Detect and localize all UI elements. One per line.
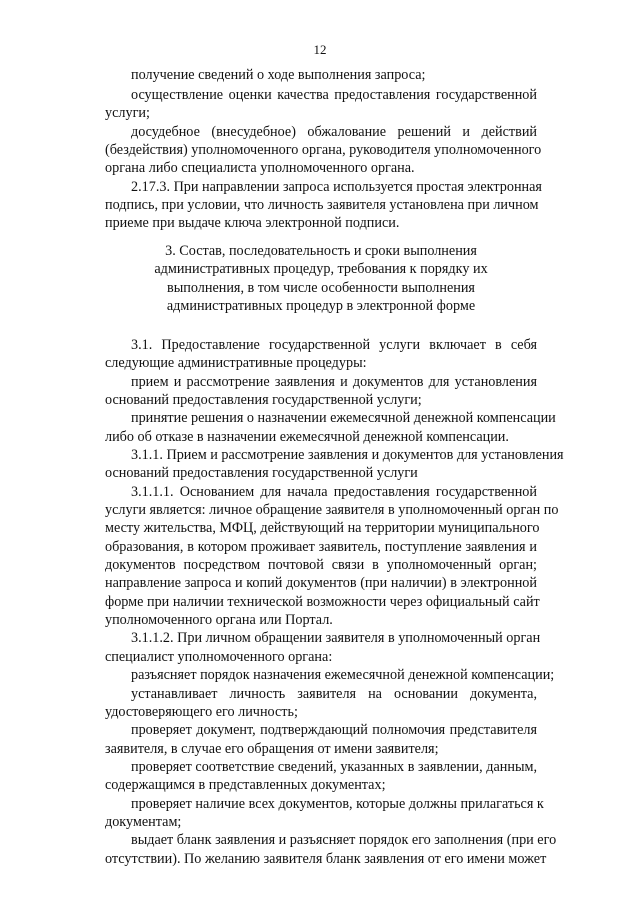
- section-heading-line: выполнения, в том числе особенности выполнения: [167, 280, 475, 296]
- text-line: услуги;: [105, 105, 150, 121]
- text-line: досудебное (внесудебное) обжалование решений и действий: [131, 124, 537, 140]
- text-line: удостоверяющего его личность;: [105, 704, 298, 720]
- text-line: образования, в котором проживает заявитель, поступление заявления и: [105, 539, 537, 555]
- text-line: следующие административные процедуры:: [105, 355, 367, 371]
- text-line: 3.1.1. Прием и рассмотрение заявления и документов для установления: [131, 447, 564, 463]
- text-line: месту жительства, МФЦ, действующий на территории муниципального: [105, 520, 540, 536]
- text-line: уполномоченного органа или Портал.: [105, 612, 333, 628]
- text-line: специалист уполномоченного органа:: [105, 649, 333, 665]
- text-line: приеме при выдаче ключа электронной подписи.: [105, 215, 400, 231]
- text-line: получение сведений о ходе выполнения запроса;: [131, 67, 426, 83]
- page-number: 12: [313, 42, 327, 57]
- text-line: услуги является: личное обращение заявителя в уполномоченный орган по: [105, 502, 559, 518]
- text-line: 3.1.1.2. При личном обращении заявителя в уполномоченный орган: [131, 630, 541, 646]
- text-line: осуществление оценки качества предоставления государственной: [131, 87, 537, 103]
- text-line: выдает бланк заявления и разъясняет порядок его заполнения (при его: [131, 832, 557, 848]
- text-line: 2.17.3. При направлении запроса используется простая электронная: [131, 179, 542, 195]
- text-line: оснований предоставления государственной услуги;: [105, 392, 422, 408]
- text-line: прием и рассмотрение заявления и документов для установления: [131, 374, 537, 390]
- text-line: 3.1. Предоставление государственной услуги включает в себя: [131, 337, 537, 353]
- text-line: (бездействия) уполномоченного органа, руководителя уполномоченного: [105, 142, 542, 158]
- text-line: документам;: [105, 814, 182, 830]
- text-line: подпись, при условии, что личность заявителя установлена при личном: [105, 197, 539, 213]
- text-line: устанавливает личность заявителя на основании документа,: [131, 686, 537, 702]
- section-heading-line: административных процедур, требования к порядку их: [154, 261, 488, 277]
- section-heading-line: 3. Состав, последовательность и сроки выполнения: [165, 243, 477, 259]
- text-line: документов посредством почтовой связи в уполномоченный орган;: [105, 557, 537, 573]
- text-line: форме при наличии технической возможности через официальный сайт: [105, 594, 540, 610]
- text-line: проверяет наличие всех документов, которые должны прилагаться к: [131, 796, 544, 812]
- text-line: проверяет соответствие сведений, указанных в заявлении, данным,: [131, 759, 537, 775]
- text-line: заявителя, в случае его обращения от имени заявителя;: [105, 741, 439, 757]
- text-line: содержащимся в представленных документах;: [105, 777, 386, 793]
- text-line: либо об отказе в назначении ежемесячной денежной компенсации.: [105, 429, 509, 445]
- text-line: принятие решения о назначении ежемесячной денежной компенсации: [131, 410, 556, 426]
- text-line: разъясняет порядок назначения ежемесячной денежной компенсации;: [131, 667, 555, 683]
- text-line: 3.1.1.1. Основанием для начала предоставления государственной: [131, 484, 537, 500]
- text-line: отсутствии). По желанию заявителя бланк заявления от его имени может: [105, 851, 547, 867]
- section-heading-line: административных процедур в электронной форме: [166, 298, 476, 314]
- text-line: проверяет документ, подтверждающий полномочия представителя: [131, 722, 537, 738]
- text-line: направление запроса и копий документов (при наличии) в электронной: [105, 575, 537, 591]
- text-line: органа либо специалиста уполномоченного органа.: [105, 160, 415, 176]
- text-line: оснований предоставления государственной услуги: [105, 465, 418, 481]
